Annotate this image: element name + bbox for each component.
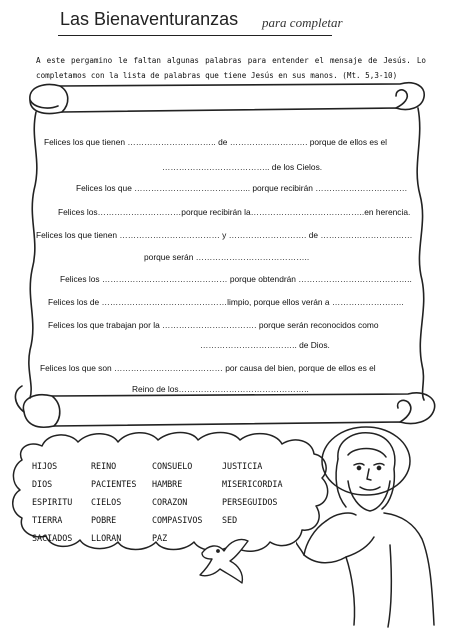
dove-icon xyxy=(196,535,256,591)
word-bank-item: ESPIRITU xyxy=(32,497,73,507)
jesus-illustration xyxy=(296,425,448,635)
beatitude-line: Felices los que son ………………………………… por causa del bien, porque de ellos es el xyxy=(40,363,376,373)
word-bank-item: POBRE xyxy=(91,515,117,525)
word-bank-item: DIOS xyxy=(32,479,53,489)
word-bank-item: TIERRA xyxy=(32,515,63,525)
beatitude-line: Felices los de ………………………………………limpio, porque ellos verán a …………………….. xyxy=(48,297,404,307)
word-bank-item: SACIADOS xyxy=(32,533,73,543)
beatitude-line: Felices los que tienen ……………………………… y ………………………. de …………………………… xyxy=(36,230,413,240)
beatitude-line: Felices los ……………………………………… porque obtendrán ………………………………….. xyxy=(60,274,412,284)
beatitude-line: porque serán ………………………………….. xyxy=(144,252,310,262)
beatitude-line: Felices los…………………………porque recibirán la…………………………………..en herencia. xyxy=(58,207,411,217)
word-bank-item: PACIENTES xyxy=(91,479,137,489)
word-bank-item: CONSUELO xyxy=(152,461,193,471)
beatitude-line: …………….………………….. de los Cielos. xyxy=(162,162,323,172)
word-bank-item: COMPASIVOS xyxy=(152,515,203,525)
beatitude-line: Felices los que …………………………………... porque recibirán …………………………… xyxy=(76,183,408,193)
word-bank-item: JUSTICIA xyxy=(222,461,263,471)
word-bank-item: PERSEGUIDOS xyxy=(222,497,278,507)
page-subtitle: para completar xyxy=(262,15,343,30)
page-title: Las Bienaventuranzas xyxy=(60,9,239,29)
intro-text: A este pergamino le faltan algunas palabras para entender el mensaje de Jesús. Lo completamos con la lista de palabras que tiene Jesús en sus manos. (Mt. 5,3-10) xyxy=(36,56,426,80)
word-bank-item: CIELOS xyxy=(91,497,122,507)
word-bank-item: HIJOS xyxy=(32,461,58,471)
beatitude-line: Reino de los……………………………………….. xyxy=(132,384,309,394)
word-bank-item: PAZ xyxy=(152,533,168,543)
beatitude-line: Felices los que tienen ………………………….. de ………………………. porque de ellos es el xyxy=(44,137,388,147)
word-bank-item: SED xyxy=(222,515,238,525)
word-bank-item: CORAZON xyxy=(152,497,188,507)
beatitude-line: …………………………….. de Dios. xyxy=(200,340,330,350)
word-bank-item: REINO xyxy=(91,461,117,471)
word-bank-item: MISERICORDIA xyxy=(222,479,283,489)
word-bank-item: HAMBRE xyxy=(152,479,183,489)
word-bank-item: LLORAN xyxy=(91,533,122,543)
beatitude-line: Felices los que trabajan por la ……………………………. porque serán reconocidos como xyxy=(48,320,379,330)
